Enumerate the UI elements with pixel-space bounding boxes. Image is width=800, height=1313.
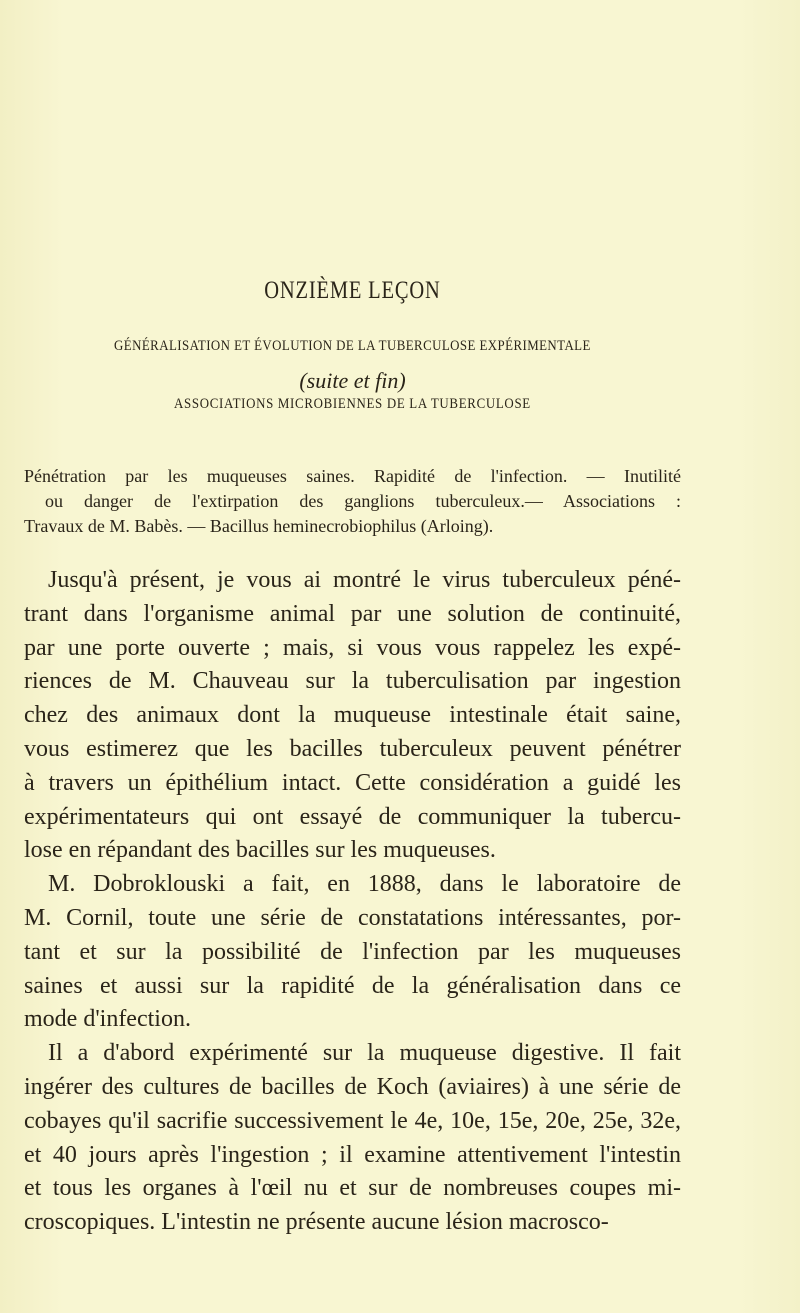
body-line: expérimentateurs qui ont essayé de communiquer la tubercu- [24,803,681,830]
body-line: riences de M. Chauveau sur la tuberculisation par ingestion [24,668,681,695]
body-line: et tous les organes à l'œil nu et sur de nombreuses coupes mi- [24,1175,681,1202]
summary-line: Pénétration par les muqueuses saines. Rapidité de l'infection. — Inutilité [24,466,681,486]
lecture-title: ONZIÈME LEÇON [264,277,441,304]
body-line: chez des animaux dont la muqueuse intestinale était saine, [24,702,681,729]
body-line: croscopiques. L'intestin ne présente aucune lésion macrosco- [24,1209,609,1236]
body-line: à travers un épithélium intact. Cette considération a guidé les [24,769,681,796]
body-line: vous estimerez que les bacilles tuberculeux peuvent pénétrer [24,736,681,762]
body-line: cobayes qu'il sacrifie successivement le 4e, 10e, 15e, 20e, 25e, 32e, [24,1107,681,1134]
body-line: tant et sur la possibilité de l'infection par les muqueuses [24,938,681,965]
body-line: M. Cornil, toute une série de constatations intéressantes, por- [24,905,681,931]
lecture-subtitle: GÉNÉRALISATION ET ÉVOLUTION DE LA TUBERCULOSE EXPÉRIMENTALE [114,338,591,354]
body-line: saines et aussi sur la rapidité de la généralisation dans ce [24,972,681,999]
body-line: ingérer des cultures de bacilles de Koch (aviaires) à une série de [24,1074,681,1100]
body-line: Jusqu'à présent, je vous ai montré le virus tuberculeux péné- [48,567,681,593]
summary-line: ou danger de l'extirpation des ganglions tuberculeux.— Associations : [45,491,681,511]
body-line: M. Dobroklouski a fait, en 1888, dans le laboratoire de [48,871,681,898]
body-line: trant dans l'organisme animal par une solution de continuité, [24,600,681,627]
body-line: mode d'infection. [24,1006,191,1033]
body-line: Il a d'abord expérimenté sur la muqueuse digestive. Il fait [48,1040,681,1067]
lecture-associations-heading: ASSOCIATIONS MICROBIENNES DE LA TUBERCULOSE [173,396,531,412]
body-line: par une porte ouverte ; mais, si vous vous rappelez les expé- [24,634,681,661]
lecture-suite-note: (suite et fin) [299,368,406,393]
body-line: lose en répandant des bacilles sur les muqueuses. [24,837,496,864]
body-line: et 40 jours après l'ingestion ; il examine attentivement l'intestin [24,1141,681,1168]
summary-line: Travaux de M. Babès. — Bacillus heminecrobiophilus (Arloing). [24,516,494,536]
